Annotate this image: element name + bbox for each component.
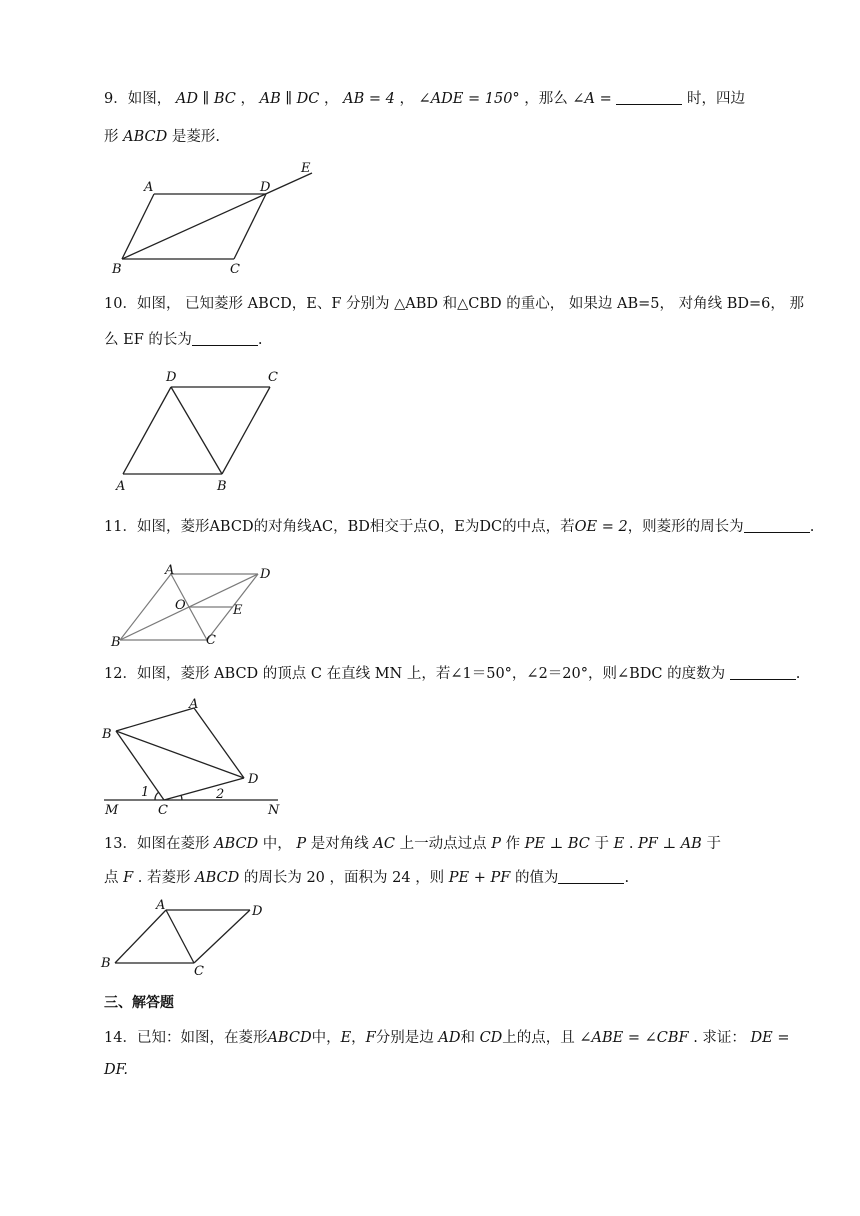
q9-cond4: ∠ADE = 150°	[418, 91, 520, 107]
q9-shape: ABCD	[123, 129, 168, 145]
q13-perimeter: 20	[306, 870, 325, 886]
q14-text: 中，	[311, 1030, 341, 1046]
q14-text: 14．已知：如图，在菱形	[104, 1030, 268, 1046]
q13-edge-ab	[115, 910, 166, 963]
q13-text: 于	[706, 836, 721, 852]
q9-sep: ，	[240, 91, 255, 107]
q13-text: 中，	[262, 836, 292, 852]
q11-figure	[108, 562, 288, 648]
q13-edge-cd	[194, 910, 250, 963]
q12-diagonal-bd	[116, 731, 244, 778]
q9-sep: ，那么	[524, 91, 568, 107]
q12-label-a: A	[189, 697, 199, 712]
q11-label-a: A	[165, 563, 175, 578]
q13-text: 是对角线	[310, 836, 369, 852]
q13-text: 作	[505, 836, 521, 852]
q12-label-d: D	[248, 772, 259, 787]
q9-line2-pre: 形	[104, 129, 119, 145]
q13-point-f: F	[123, 870, 134, 886]
q9-label-c: C	[230, 262, 240, 277]
q14-angle-equation: ∠ABE = ∠CBF	[579, 1030, 689, 1046]
q12-label-n: N	[268, 803, 280, 816]
q9-cond2: AB ∥ DC	[259, 91, 320, 107]
q11-label-b: B	[111, 635, 121, 648]
q13-area: 24	[392, 870, 411, 886]
q10-label-b: B	[217, 479, 227, 494]
q14-text: 和	[460, 1030, 475, 1046]
q13-text: .	[628, 836, 634, 852]
section-heading: 三、解答题	[104, 995, 174, 1011]
q13-pe-perp: PE ⊥ BC	[524, 836, 590, 852]
q14-text: ，	[351, 1030, 366, 1046]
q12-label-angle2: 2	[216, 787, 225, 802]
q11-text-pre: 11．如图，菱形ABCD的对角线AC，BD相交于点O，E为DC的中点，若	[104, 519, 575, 535]
q14-edge-cd: CD	[479, 1030, 503, 1046]
q13-text: 的周长为	[243, 870, 302, 886]
q9-label-e: E	[301, 161, 311, 176]
q12-end: .	[795, 666, 801, 682]
q13-line2	[104, 868, 629, 888]
q12-label-m: M	[105, 803, 119, 816]
q10-edge-ad	[123, 387, 171, 474]
q14-text: . 求证：	[693, 1030, 746, 1046]
q12-label-angle1: 1	[141, 785, 150, 800]
q10-line2-pre: 么 EF 的长为	[104, 332, 192, 348]
q10-label-c: C	[268, 370, 278, 385]
q13-line1	[104, 834, 721, 854]
q13-text: 的值为	[514, 870, 559, 886]
q9-sep: ，	[323, 91, 339, 107]
q9-label-d: D	[260, 180, 271, 195]
q13-end: .	[624, 870, 630, 886]
q10-answer-blank[interactable]	[192, 331, 258, 346]
q12-angle2-arc	[181, 795, 182, 800]
q11-math: OE = 2	[574, 519, 628, 535]
q10-diagonal-bd	[171, 387, 222, 474]
q13-point-p: P	[296, 836, 307, 852]
q10-line1: 10．如图， 已知菱形 ABCD，E、F 分别为 △ABD 和△CBD 的重心， 如果边 AB=5， 对角线 BD=6， 那	[104, 296, 804, 312]
q11-answer-blank[interactable]	[744, 518, 810, 533]
q13-shape: ABCD	[195, 870, 240, 886]
q14-point-f: F	[365, 1030, 376, 1046]
q13-answer-blank[interactable]	[558, 869, 624, 884]
q9-angle-a: ∠A =	[572, 91, 612, 107]
q12-figure	[100, 692, 290, 816]
q9-line2	[104, 127, 220, 147]
q11-label-o: O	[175, 598, 186, 613]
q14-edge-ad: AD	[438, 1030, 461, 1046]
q13-label-a: A	[156, 898, 166, 913]
q9-line2-post: 是菱形.	[171, 129, 220, 145]
q12-text: 12．如图，菱形 ABCD 的顶点 C 在直线 MN 上，若∠1＝50°，∠2＝20°，则∠BDC 的度数为	[104, 666, 726, 682]
q9-cond1: AD ∥ BC	[175, 91, 236, 107]
q12-edge-ad	[194, 708, 244, 778]
q13-label-b: B	[101, 956, 111, 971]
q9-tail: 时，四边	[687, 91, 745, 107]
q13-text: 于	[594, 836, 609, 852]
q14-shape: ABCD	[267, 1030, 312, 1046]
q12-angle1-arc	[155, 792, 159, 800]
q11-label-d: D	[260, 567, 271, 582]
q9-figure	[108, 158, 328, 278]
q13-pf-perp: PF ⊥ AB	[638, 836, 702, 852]
q12-label-b: B	[102, 727, 112, 742]
q10-edge-bc	[222, 387, 270, 474]
q10-figure	[110, 364, 290, 494]
q13-figure	[98, 896, 278, 978]
q13-point-p: P	[491, 836, 501, 852]
q13-number: 13．如图在菱形	[104, 836, 210, 852]
q10-label-a: A	[116, 479, 126, 494]
q10-line2	[104, 330, 262, 350]
q12-edge-ba	[116, 708, 194, 731]
q11-end: .	[809, 519, 815, 535]
q13-text: ，则	[415, 870, 445, 886]
q14-de-equals: DE =	[750, 1030, 790, 1046]
q9-sep: ，	[399, 91, 414, 107]
q11-label-c: C	[206, 633, 216, 648]
q9-answer-blank[interactable]	[616, 90, 682, 105]
q9-number: 9．如图，	[104, 91, 172, 107]
q12-answer-blank[interactable]	[730, 665, 796, 680]
q12-line	[104, 664, 800, 684]
q13-shape: ABCD	[214, 836, 259, 852]
q11-text-post: ，则菱形的周长为	[627, 519, 744, 535]
q13-diagonal-ac: AC	[373, 836, 395, 852]
q13-text: 上一动点过点	[399, 836, 487, 852]
q14-line1	[104, 1028, 790, 1048]
q14-text: 上的点，且	[502, 1030, 575, 1046]
q12-edge-cd	[164, 778, 244, 800]
q9-line1	[104, 89, 745, 109]
q14-point-e: E	[340, 1030, 352, 1046]
q13-text: 点	[104, 870, 119, 886]
q11-label-e: E	[233, 603, 243, 618]
q13-point-e: E	[613, 836, 625, 852]
q13-expression: PE + PF	[448, 870, 511, 886]
q13-text: . 若菱形	[137, 870, 191, 886]
q10-label-d: D	[166, 370, 177, 385]
q12-edge-bc	[116, 731, 164, 800]
q13-diagonal-ac	[166, 910, 194, 963]
q9-edge-ab	[122, 194, 154, 259]
q12-label-c: C	[158, 803, 168, 816]
q10-line2-post: .	[257, 332, 263, 348]
q14-text: 分别是边	[375, 1030, 434, 1046]
q9-edge-cd	[234, 194, 266, 259]
q11-edge-ab	[120, 574, 171, 640]
q13-label-d: D	[252, 904, 263, 919]
q9-cond3: AB = 4	[343, 91, 395, 107]
q13-text: ，面积为	[329, 870, 388, 886]
q9-label-a: A	[144, 180, 154, 195]
q9-label-b: B	[112, 262, 122, 277]
q13-label-c: C	[194, 964, 204, 978]
q14-line2: DF.	[104, 1062, 129, 1078]
q11-line	[104, 517, 814, 537]
